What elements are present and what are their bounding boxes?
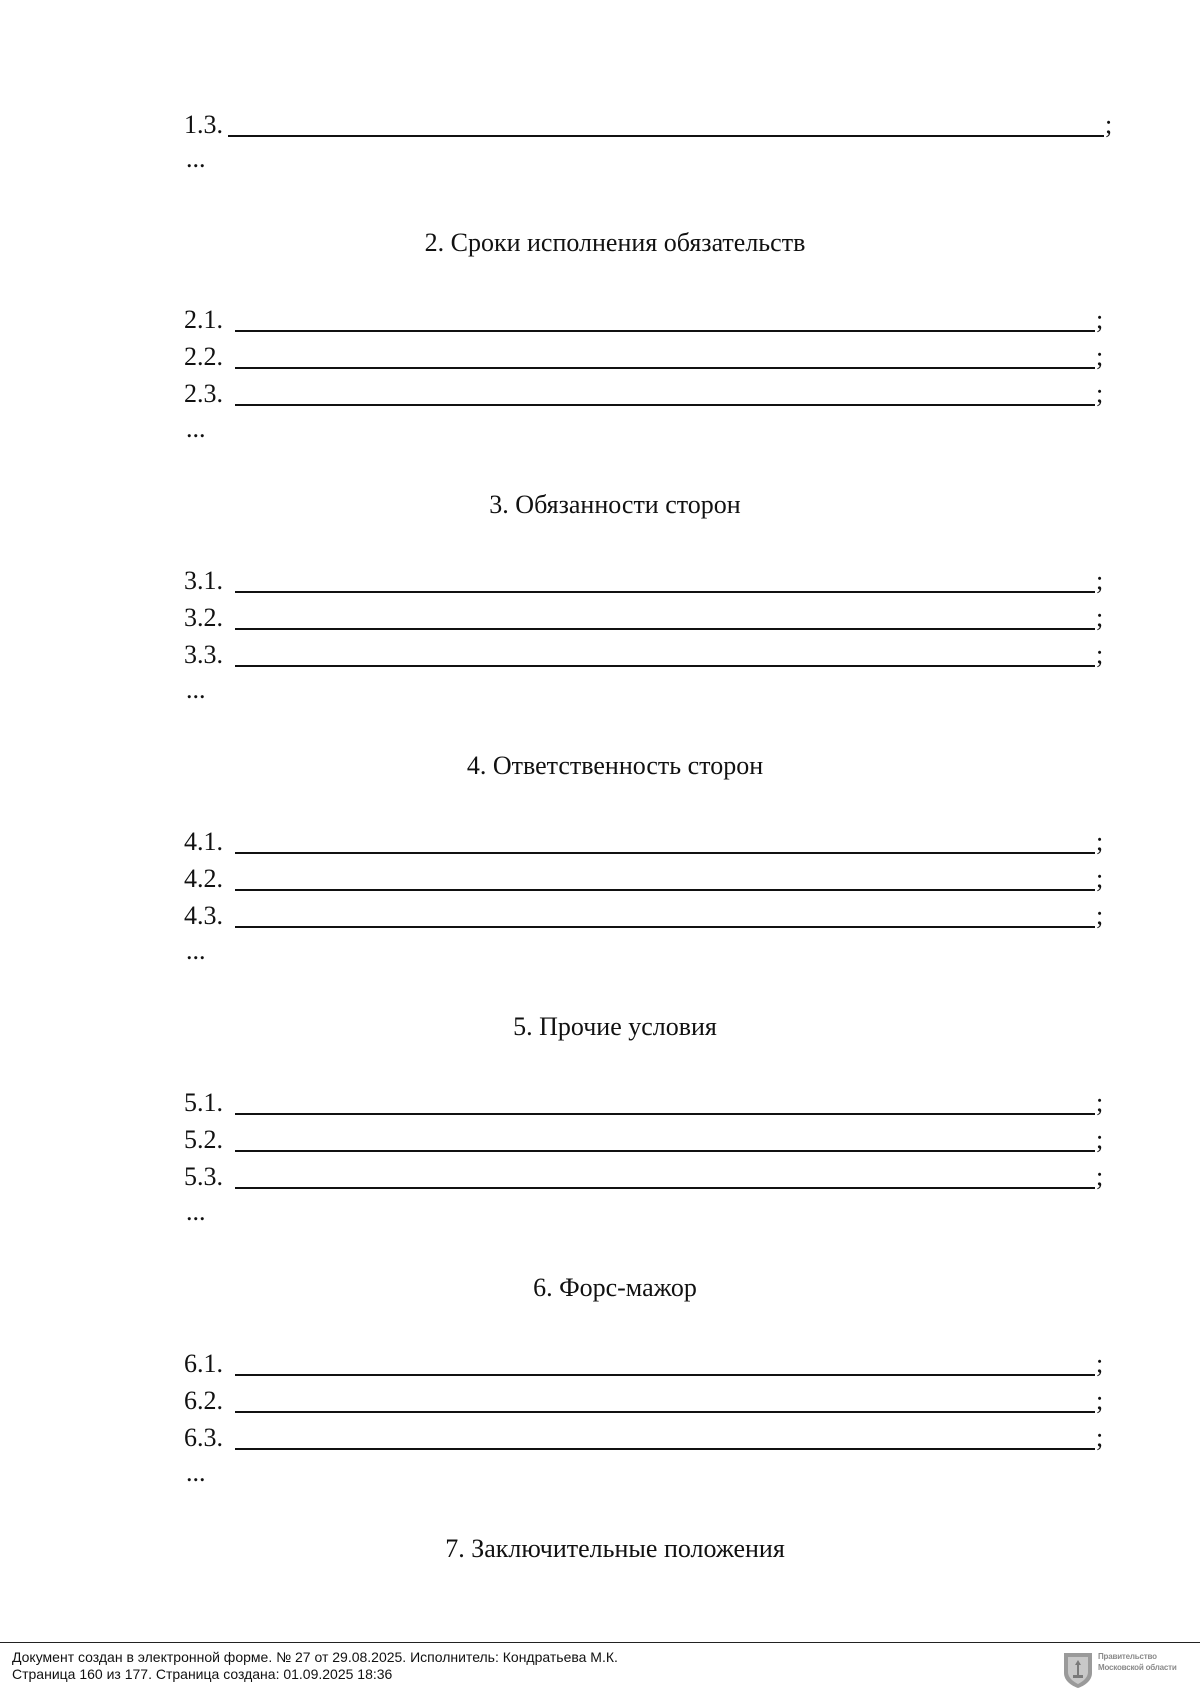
section-heading-5: 5. Прочие условия	[513, 1012, 717, 1041]
item-terminator: ;	[1096, 1088, 1104, 1117]
form-line-4-3	[184, 898, 1104, 934]
item-terminator: ;	[1096, 379, 1104, 408]
item-number: 5.1.	[184, 1088, 223, 1117]
ellipsis: ...	[186, 1197, 206, 1226]
item-terminator: ;	[1096, 342, 1104, 371]
form-line-5-3	[184, 1159, 1104, 1195]
footer-text	[12, 1649, 618, 1683]
ellipsis: ...	[186, 144, 206, 173]
ellipsis: ...	[186, 414, 206, 443]
item-number: 2.3.	[184, 379, 223, 408]
fill-in-blank	[228, 135, 1104, 137]
form-line-5-2	[184, 1122, 1104, 1158]
seal-caption-line1: Правительство	[1098, 1652, 1157, 1661]
document-footer	[0, 1642, 1200, 1699]
form-line-6-3	[184, 1420, 1104, 1456]
item-number: 3.2.	[184, 603, 223, 632]
ellipsis: ...	[186, 936, 206, 965]
item-number: 5.3.	[184, 1162, 223, 1191]
item-terminator: ;	[1096, 640, 1104, 669]
section-heading-4: 4. Ответственность сторон	[466, 751, 764, 780]
footer-document-info: Документ создан в электронной форме. № 27 от 29.08.2025. Исполнитель: Кондратьева М.К.	[12, 1649, 618, 1665]
fill-in-blank	[235, 628, 1095, 630]
fill-in-blank	[235, 1113, 1095, 1115]
form-line-3-2	[184, 600, 1104, 636]
item-terminator: ;	[1096, 1162, 1104, 1191]
form-line-4-1	[184, 824, 1104, 860]
item-terminator: ;	[1105, 110, 1113, 139]
item-number: 6.2.	[184, 1386, 223, 1415]
item-number: 4.1.	[184, 827, 223, 856]
form-line-6-1	[184, 1346, 1104, 1382]
item-number: 2.2.	[184, 342, 223, 371]
section-heading-3: 3. Обязанности сторон	[489, 490, 741, 519]
fill-in-blank	[235, 852, 1095, 854]
item-number: 5.2.	[184, 1125, 223, 1154]
form-line-1-3	[184, 107, 1113, 143]
fill-in-blank	[235, 330, 1095, 332]
item-number: 4.3.	[184, 901, 223, 930]
form-line-3-3	[184, 637, 1104, 673]
form-line-2-1	[184, 302, 1104, 338]
section-heading-2: 2. Сроки исполнения обязательств	[424, 228, 806, 257]
fill-in-blank	[235, 367, 1095, 369]
item-terminator: ;	[1096, 305, 1104, 334]
item-number: 3.1.	[184, 566, 223, 595]
fill-in-blank	[235, 404, 1095, 406]
fill-in-blank	[235, 1374, 1095, 1376]
item-terminator: ;	[1096, 1125, 1104, 1154]
item-number: 6.3.	[184, 1423, 223, 1452]
section-heading-7: 7. Заключительные положения	[445, 1534, 785, 1563]
footer-page-info: Страница 160 из 177. Страница создана: 01.09.2025 18:36	[12, 1666, 393, 1682]
coat-of-arms-icon	[1062, 1649, 1094, 1689]
form-line-3-1	[184, 563, 1104, 599]
item-number: 1.3.	[184, 110, 223, 139]
fill-in-blank	[235, 665, 1095, 667]
form-line-2-3	[184, 376, 1104, 412]
fill-in-blank	[235, 926, 1095, 928]
ellipsis: ...	[186, 1458, 206, 1487]
item-number: 4.2.	[184, 864, 223, 893]
item-terminator: ;	[1096, 603, 1104, 632]
item-terminator: ;	[1096, 566, 1104, 595]
form-line-5-1	[184, 1085, 1104, 1121]
section-heading-6: 6. Форс-мажор	[533, 1273, 697, 1302]
form-line-6-2	[184, 1383, 1104, 1419]
ellipsis: ...	[186, 675, 206, 704]
form-line-2-2	[184, 339, 1104, 375]
fill-in-blank	[235, 1448, 1095, 1450]
seal-caption-line2: Московской области	[1098, 1663, 1177, 1672]
item-number: 2.1.	[184, 305, 223, 334]
item-terminator: ;	[1096, 827, 1104, 856]
item-terminator: ;	[1096, 901, 1104, 930]
item-terminator: ;	[1096, 1349, 1104, 1378]
item-terminator: ;	[1096, 864, 1104, 893]
item-number: 3.3.	[184, 640, 223, 669]
fill-in-blank	[235, 1187, 1095, 1189]
fill-in-blank	[235, 1150, 1095, 1152]
item-number: 6.1.	[184, 1349, 223, 1378]
form-line-4-2	[184, 861, 1104, 897]
item-terminator: ;	[1096, 1386, 1104, 1415]
fill-in-blank	[235, 1411, 1095, 1413]
item-terminator: ;	[1096, 1423, 1104, 1452]
seal-caption	[1098, 1651, 1198, 1673]
fill-in-blank	[235, 889, 1095, 891]
fill-in-blank	[235, 591, 1095, 593]
